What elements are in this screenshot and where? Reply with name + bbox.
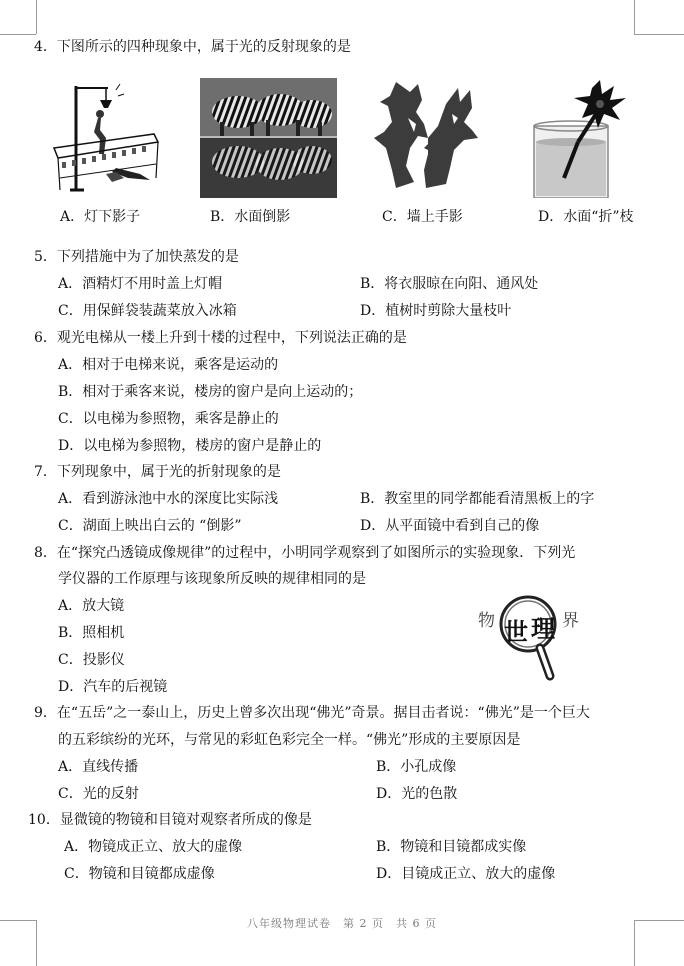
question-8-stem-line-1: 8．在“探究凸透镜成像规律”的过程中，小明同学观察到了如图所示的实验现象．下列光: [34, 545, 576, 561]
q6-option-a: A．相对于电梯来说，乘客是运动的: [58, 357, 279, 373]
question-4-stem: 4．下图所示的四种现象中，属于光的反射现象的是: [34, 39, 351, 55]
q8-option-c: C．投影仪: [58, 652, 125, 668]
q10-option-a: A．物镜成正立、放大的虚像: [64, 839, 243, 855]
q8-option-d: D．汽车的后视镜: [58, 679, 168, 695]
q8-option-b: B．照相机: [58, 625, 125, 641]
q8-option-a: A．放大镜: [58, 598, 125, 614]
q5-option-a: A．酒精灯不用时盖上灯帽: [58, 276, 223, 292]
crop-mark: [36, 0, 37, 34]
q9-option-c: C．光的反射: [58, 786, 139, 802]
q6-option-d: D．以电梯为参照物，楼房的窗户是静止的: [58, 438, 322, 454]
q5-option-b: B．将衣服晾在向阳、通风处: [360, 276, 539, 292]
crop-mark: [634, 0, 635, 34]
question-5-stem: 5．下列措施中为了加快蒸发的是: [34, 249, 239, 265]
figure-text-center-2: 理: [531, 614, 555, 643]
page-footer: 八年级物理试卷 第 2 页 共 6 页: [247, 917, 437, 930]
hand-shadow-icon: [366, 78, 488, 198]
q10-option-b: B．物镜和目镜都成实像: [376, 839, 527, 855]
q7-option-b: B．教室里的同学都能看清黑板上的字: [360, 491, 595, 507]
q5-option-d: D．植树时剪除大量枝叶: [360, 303, 512, 319]
lamp-shadow-icon: [46, 78, 166, 198]
figure-c-caption: C．墙上手影: [382, 209, 463, 225]
question-9-stem-line-2: 的五彩缤纷的光环，与常见的彩虹色彩完全一样。“佛光”形成的主要原因是: [58, 732, 521, 748]
question-7-stem: 7．下列现象中，属于光的折射现象的是: [34, 464, 281, 480]
q6-option-b: B．相对于乘客来说，楼房的窗户是向上运动的；: [58, 384, 363, 400]
q9-option-b: B．小孔成像: [376, 759, 457, 775]
bent-stick-icon: [530, 78, 648, 198]
figure-a-caption: A．灯下影子: [60, 209, 141, 225]
crop-mark: [634, 34, 684, 35]
q9-option-d: D．光的色散: [376, 786, 458, 802]
q10-option-d: D．目镜成正立、放大的虚像: [376, 866, 556, 882]
figure-text-center-1: 世: [504, 617, 528, 646]
figure-text-right: 界: [562, 611, 579, 631]
question-8-stem-line-2: 学仪器的工作原理与该现象所反映的规律相同的是: [58, 571, 366, 587]
zebra-reflection-icon: [200, 78, 337, 198]
q10-option-c: C．物镜和目镜都成虚像: [64, 866, 215, 882]
question-10-stem: 10．显微镜的物镜和目镜对观察者所成的像是: [28, 812, 312, 828]
figure-text-left: 物: [478, 611, 495, 631]
q7-option-d: D．从平面镜中看到自己的像: [360, 518, 540, 534]
q5-option-c: C．用保鲜袋装蔬菜放入冰箱: [58, 303, 237, 319]
q6-option-c: C．以电梯为参照物，乘客是静止的: [58, 411, 279, 427]
question-9-stem-line-1: 9．在“五岳”之一泰山上，历史上曾多次出现“佛光”奇景。据目击者说：“佛光”是一个巨大: [34, 705, 590, 721]
q7-option-c: C．湖面上映出白云的 “倒影”: [58, 518, 242, 534]
q9-option-a: A．直线传播: [58, 759, 139, 775]
figure-d-caption: D．水面“折”枝: [538, 209, 634, 225]
question-6-stem: 6．观光电梯从一楼上升到十楼的过程中，下列说法正确的是: [34, 330, 407, 346]
figure-b-caption: B．水面倒影: [210, 209, 291, 225]
magnifier-figure: [470, 592, 590, 684]
crop-mark: [0, 34, 36, 35]
q7-option-a: A．看到游泳池中水的深度比实际浅: [58, 491, 279, 507]
